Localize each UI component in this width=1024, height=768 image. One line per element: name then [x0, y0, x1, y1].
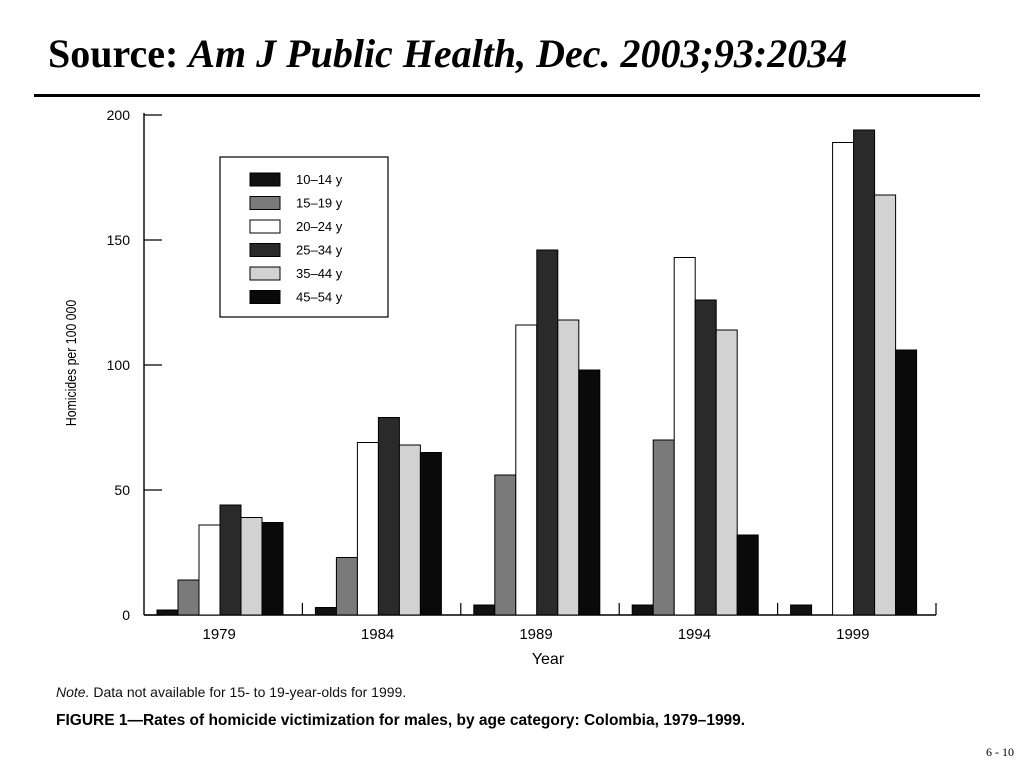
bar-1984-20_24 — [357, 443, 378, 616]
bar-1989-45_54 — [579, 370, 600, 615]
legend-swatch-45_54 — [250, 291, 280, 304]
bar-1979-25_34 — [220, 505, 241, 615]
x-tick-label-1994: 1994 — [677, 626, 712, 643]
y-axis-label: Homicides per 100 000 — [62, 299, 80, 427]
page-number: 6 - 10 — [986, 745, 1014, 759]
x-axis-label: Year — [531, 651, 565, 668]
bar-1994-35_44 — [716, 330, 737, 615]
bar-1984-10_14 — [315, 608, 336, 616]
bar-1989-15_19 — [495, 475, 516, 615]
bar-1994-10_14 — [632, 605, 653, 615]
bar-1984-35_44 — [399, 445, 420, 615]
y-tick-label: 200 — [106, 107, 130, 123]
bar-1999-45_54 — [896, 350, 917, 615]
bar-1989-20_24 — [516, 325, 537, 615]
legend-swatch-20_24 — [250, 220, 280, 233]
bar-1984-25_34 — [378, 418, 399, 616]
bar-1984-45_54 — [420, 453, 441, 616]
legend-swatch-35_44 — [250, 267, 280, 280]
legend-swatch-15_19 — [250, 197, 280, 210]
title-source-label: Source: — [48, 31, 179, 76]
bar-1979-35_44 — [241, 518, 262, 616]
x-tick-label-1999: 1999 — [836, 626, 870, 643]
bar-1979-20_24 — [199, 525, 220, 615]
bar-1994-25_34 — [695, 300, 716, 615]
bar-1999-35_44 — [875, 195, 896, 615]
bar-1979-45_54 — [262, 523, 283, 616]
title-divider — [34, 94, 980, 97]
bar-1984-15_19 — [336, 558, 357, 616]
note-text: Data not available for 15- to 19-year-olds for 1999. — [93, 684, 407, 700]
bar-1994-45_54 — [737, 535, 758, 615]
slide-title — [48, 30, 847, 78]
legend-label-15_19: 15–19 y — [296, 195, 343, 211]
legend-label-25_34: 25–34 y — [296, 242, 343, 258]
bar-1989-10_14 — [474, 605, 495, 615]
title-citation: Am J Public Health, Dec. 2003;93:2034 — [188, 31, 848, 76]
note-label: Note. — [56, 684, 90, 700]
figure-panel — [52, 100, 952, 760]
figure-note — [56, 684, 406, 700]
x-tick-label-1979: 1979 — [202, 626, 236, 643]
bar-1994-20_24 — [674, 258, 695, 616]
bar-1994-15_19 — [653, 440, 674, 615]
bar-1979-15_19 — [178, 580, 199, 615]
legend-label-35_44: 35–44 y — [296, 266, 343, 281]
y-tick-label: 100 — [106, 357, 130, 373]
legend-swatch-10_14 — [250, 173, 280, 186]
x-tick-label-1984: 1984 — [360, 626, 395, 643]
legend-label-45_54: 45–54 y — [296, 289, 343, 305]
bar-1999-20_24 — [833, 143, 854, 616]
bar-1999-10_14 — [791, 605, 812, 615]
y-tick-label: 50 — [114, 482, 130, 498]
legend-swatch-25_34 — [250, 244, 280, 257]
bar-1999-25_34 — [854, 130, 875, 615]
x-tick-label-1989: 1989 — [519, 626, 553, 643]
bar-1979-10_14 — [157, 610, 178, 615]
bar-1989-25_34 — [537, 250, 558, 615]
y-tick-label: 150 — [106, 232, 130, 248]
legend-label-20_24: 20–24 y — [296, 219, 343, 234]
bar-1989-35_44 — [558, 320, 579, 615]
legend-label-10_14: 10–14 y — [296, 172, 343, 187]
bar-chart — [52, 100, 952, 680]
y-tick-label: 0 — [122, 607, 130, 623]
figure-caption: FIGURE 1—Rates of homicide victimization for males, by age category: Colombia, 1979–1999. — [56, 712, 746, 729]
